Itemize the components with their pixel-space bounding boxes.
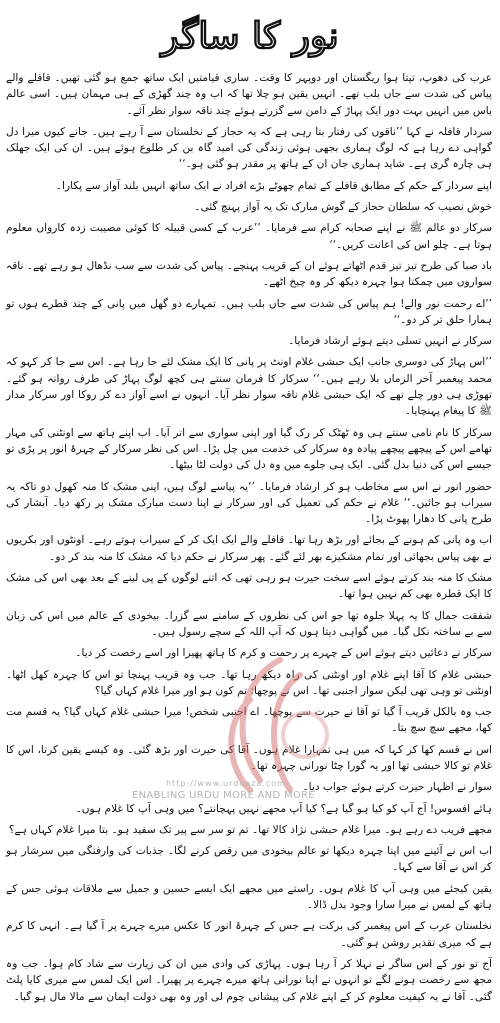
story-paragraph: اپنے سردار کے حکم کے مطابق قافلے کے تمام چھوٹے بڑے افراد نے ایک ساتھ انہیں بلند آواز سے پکارا۔ (55, 179, 492, 192)
story-paragraph: نخلستان عرب کے اس پیغمبر کی برکت ہے جس کے چہرۂ انور کا عکس میرے چہرے پر آ گیا ہے۔ انہی کا کرم ہے کہ میری تقدیر روشن ہو گئی۔ (6, 920, 492, 949)
story-paragraph: شفقت جمال کا یہ پہلا جلوہ تھا جو اس کی نظروں کے سامنے سے گزرا۔ بیخودی کے عالم میں اس کی زبان سے بے ساختہ نکل گیا۔ میں گواہی دیتا ہوں کہ آپ اللہ کے سچے رسول ہیں۔ (6, 609, 492, 638)
story-paragraph: سرکار نے دعائیں دیتے ہوئے اس کے چہرے پر رحمت و کرم کا ہاتھ پھیرا اور اسے رخصت کر دیا۔ (75, 647, 492, 660)
story-paragraph: عرب کی دھوپ، تپتا ہوا ریگستان اور دوپہر کا وقت۔ ساری قیامتیں ایک ساتھ جمع ہو گئی تھیں۔ قافلے والے پیاس کی شدت سے جاں بلب تھے۔ انہیں یقین ہو چلا تھا کہ اب وہ چند گھڑی کے ہی مہمان ہیں۔ اسی عالم یاس میں انہیں بہت دور ایک پہاڑ کے دامن سے گزرتے ہوئے چند ناقہ سوار نظر آئے۔ (6, 72, 492, 117)
story-paragraph: سرکار دو عالم ﷺ نے اپنے صحابہ کرام سے فرمایا۔ ’’عرب کے کسی قبیلہ کا کوئی مصیبت زدہ کارواں معلوم ہوتا ہے۔ چلو اس کی اعانت کریں۔‘‘ (6, 222, 492, 251)
story-paragraph: خوش نصیب کہ سلطان حجاز کے گوش مبارک تک یہ آواز پہنچ گئی۔ (194, 201, 492, 214)
story-paragraph: سوار نے اظہار حیرت کرتے ہوئے جواب دیا۔ (302, 781, 492, 794)
story-paragraph: سردار قافلہ نے کہا ’’ناقوں کی رفتار بتا رہی ہے کہ یہ حجاز کے نخلستان سے آ رہے ہیں۔ جانے کیوں میرا دل گواہی دے رہا ہے کہ لوگ ہماری بجھی ہوئی زندگی کی امید گاہ بن کر طلوع ہوئے ہیں۔ ان کی ایک جھلک ہی چارہ گری ہے۔ شاید ہماری جان ان کے ہاتھ پر مقدر ہو گئی ہو۔‘‘ (6, 125, 492, 171)
watermark-url: http://www.urduaza.com (166, 779, 286, 788)
story-paragraph: سرکار نے انہیں تسلی دیتے ہوئے ارشاد فرمایا۔ (288, 335, 492, 348)
story-paragraph: مجھے فریب دے رہے ہو۔ میرا غلام حبشی نژاد کالا تھا۔ تم تو سر سے پیر تک سفید ہو۔ بتا میرا غلام کہاں ہے؟ (8, 823, 492, 836)
story-paragraph: سرکار کا نام نامی سنتے ہی وہ ٹھٹک کر رک گیا اور اپنی سواری سے اتر آیا۔ اب اپنے ہاتھ سے اونٹنی کی مہار تھامے اس کے پیچھے پیچھے پیادہ وہ سرکار کی خدمت میں چل پڑا۔ اس کی نظر سرکار کے چہرۂ انور پر پڑی تو جیسے اس کی دنیا بدل گئی۔ ایک ہی جلوے میں وہ دل کی دولت لٹا بیٹھا۔ (6, 426, 492, 472)
story-paragraph: مشک کا منہ بند کرتے ہوئے اسے سخت حیرت ہو رہی تھی کہ اتنے لوگوں کے پی لینے کے بعد بھی اس کی مشک کا ایک قطرہ بھی کم نہیں ہوا تھا۔ (6, 572, 492, 601)
story-body (6, 70, 492, 1010)
story-paragraph: آج تو نور کے اس ساگر نے نہلا کر آ رہا ہوں۔ پہاڑی کی وادی میں ان کی زیارت سے شاد کام ہوا۔ جب وہ مجھ سے رخصت ہونے لگے تو انہوں نے اپنا نورانی ہاتھ میرے چہرے پر پھیرا۔ اس ایک لمس سے میری کایا پلٹ گئی۔ آقا نے یہ کیفیت معلوم کر کے اپنے غلام کی پیشانی چوم لی اور وہ بھی دولت ایمان سے مالا مال ہو گیا۔ (6, 957, 492, 1003)
story-paragraph: ہائے افسوس! آج آپ کو کیا ہو گیا ہے؟ کیا آپ مجھے نہیں پہچانتے؟ میں وہی آپ کا غلام ہوں۔ (75, 802, 492, 815)
story-paragraph: یقین کیجئے میں وہی آپ کا غلام ہوں۔ راستے میں مجھے ایک ایسے حسین و جمیل سے ملاقات ہوئی جس کے ہاتھ کے لمس نے میرا سارا وجود بدل ڈالا۔ (6, 882, 492, 912)
story-paragraph: ’’اس پہاڑ کی دوسری جانب ایک حبشی غلام اونٹ پر پانی کا ایک مشک لئے جا رہا ہے۔ اس سے جا کر کہو کہ محمد پیغمبر آخر الزماں بلا رہے ہیں۔‘‘ سرکار کا فرمان سنتے ہی کچھ لوگ پہاڑ کی طرف روانہ ہو گئے۔ تھوڑی ہی دور چلے تھے کہ ایک حبشی غلام ناقہ سوار نظر آیا۔ انہوں نے اسے آواز دے کر روکا اور سرکار مدار ﷺ کا پیغام پہنچایا۔ (6, 356, 492, 418)
story-paragraph: اس نے قسم کھا کر کہا کہ میں ہی تمہارا غلام ہوں۔ آقا کی حیرت اور بڑھ گئی۔ وہ کیسے یقین کرتا، اس کا غلام تو کالا حبشی تھا اور یہ گورا چٹا نورانی چہرہ تھا۔ (6, 743, 492, 772)
story-paragraph: باد صبا کی طرح تیز تیز قدم اٹھاتے ہوئے ان کے قریب پہنچے۔ پیاس کی شدت سے سب نڈھال ہو رہے تھے۔ ناقہ سواروں میں چمکتا ہوا چہرہ دیکھ کر وہ چیخ اٹھے۔ (6, 259, 492, 289)
story-paragraph: ’’اے رحمت نور والے! ہم پیاس کی شدت سے جاں بلب ہیں۔ تمہارے دو گھل میں پانی کے چند قطرے ہوں تو ہمارا حلق تر کر دو۔‘‘ (6, 297, 492, 326)
story-paragraph: حضور انور نے اس سے مخاطب ہو کر ارشاد فرمایا۔ ’’یہ پیاسے لوگ ہیں، اپنی مشک کا منہ کھول دو تاکہ یہ سیراب ہو جائیں۔‘‘ غلام نے حکم کی تعمیل کی اور سرکار نے اپنا دست مبارک مشک پر رکھ دیا۔ آبشار کی طرح پانی کا دھارا پھوٹ پڑا۔ (6, 480, 492, 526)
page-title: نور کا ساگر (161, 15, 339, 57)
watermark-tagline: ENABLING URDU MORE AND MORE (132, 790, 315, 801)
story-paragraph: حبشی غلام کا آقا اپنے غلام اور اونٹنی کی راہ دیکھ رہا تھا۔ جب وہ قریب پہنچا تو اس کا چہرہ کھل اٹھا۔ اونٹنی تو وہی تھی لیکن سوار اجنبی تھا۔ اس نے پوچھا: تم کون ہو اور میرا غلام کہاں گیا؟ (6, 668, 492, 697)
story-paragraph: اب اس نے آئینے میں اپنا چہرہ دیکھا تو عالم بیخودی میں رقص کرنے لگا۔ جذبات کی وارفتگی میں سرشار ہو کر اس نے آقا سے کہا۔ (6, 845, 492, 874)
story-paragraph: جب وہ بالکل قریب آ گیا تو آقا نے حیرت سے پوچھا۔ اے اجنبی شخص! میرا حبشی غلام کہاں گیا؟ یہ قسم مت کھا، مجھے سچ سچ بتا۔ (6, 706, 492, 735)
story-paragraph: اب وہ پانی کم ہونے کے بجائے اور بڑھ رہا تھا۔ قافلے والے ایک ایک کر کے سیراب ہوتے رہے۔ اونٹوں اور بکریوں نے بھی پیاس بجھائی اور تمام مشکیزے بھر لئے گئے۔ پھر سرکار نے حکم دیا کہ مشک کا منہ بند کر دو۔ (6, 534, 492, 563)
